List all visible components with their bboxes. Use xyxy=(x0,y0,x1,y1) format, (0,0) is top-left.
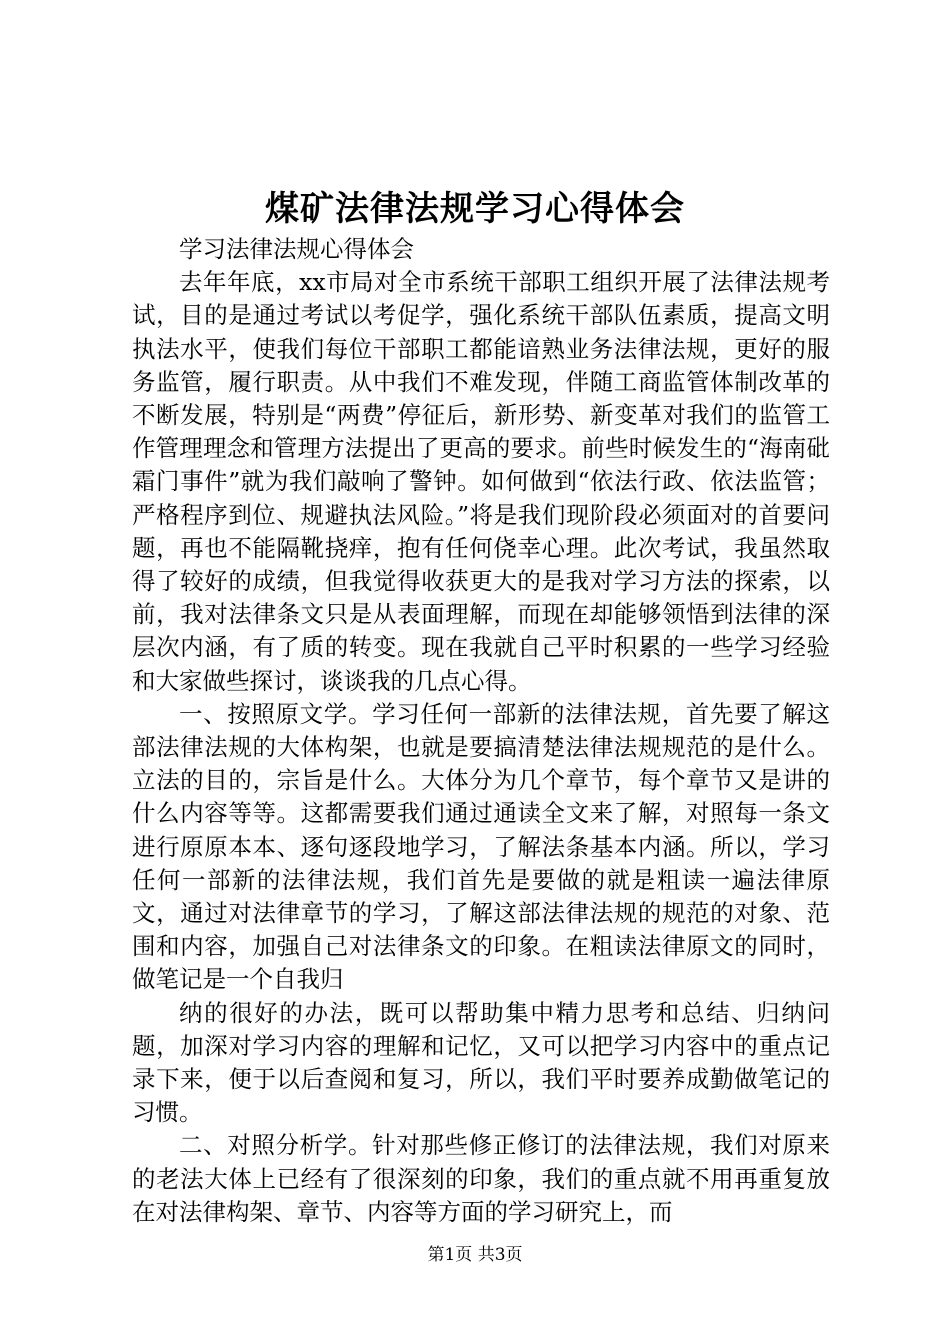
paragraph-point-one: 一、按照原文学。学习任何一部新的法律法规，首先要了解这部法律法规的大体构架，也就是要搞清楚法律法规规范的是什么。立法的目的，宗旨是什么。大体分为几个章节，每个章节又是讲的什么内容等等。这都需要我们通过通读全文来了解，对照每一条文进行原原本本、逐句逐段地学习，了解法条基本内涵。所以，学习任何一部新的法律法规，我们首先是要做的就是粗读一遍法律原文，通过对法律章节的学习，了解这部法律法规的规范的对象、范围和内容，加强自己对法律条文的印象。在粗读法律原文的同时，做笔记是一个自我归 xyxy=(132,699,830,994)
paragraph-intro: 去年年底，xx市局对全市系统干部职工组织开展了法律法规考试，目的是通过考试以考促学，强化系统干部队伍素质，提高文明执法水平，使我们每位干部职工都能谙熟业务法律法规，更好的服务监管，履行职责。从中我们不难发现，伴随工商监管体制改革的不断发展，特别是“两费”停征后，新形势、新变革对我们的监管工作管理理念和管理方法提出了更高的要求。前些时候发生的“海南砒霜门事件”就为我们敲响了警钟。如何做到“依法行政、依法监管；严格程序到位、规避执法风险。”将是我们现阶段必须面对的首要问题，再也不能隔靴挠痒，抱有任何侥幸心理。此次考试，我虽然取得了较好的成绩，但我觉得收获更大的是我对学习方法的探索，以前，我对法律条文只是从表面理解，而现在却能够领悟到法律的深层次内涵，有了质的转变。现在我就自己平时积累的一些学习经验和大家做些探讨，谈谈我的几点心得。 xyxy=(132,268,830,695)
document-body xyxy=(132,233,830,1229)
paragraph-point-two: 二、对照分析学。针对那些修正修订的法律法规，我们对原来的老法大体上已经有了很深刻的印象，我们的重点就不用再重复放在对法律构架、章节、内容等方面的学习研究上，而 xyxy=(132,1131,830,1226)
paragraph-point-one-continued: 纳的很好的办法，既可以帮助集中精力思考和总结、归纳问题，加深对学习内容的理解和记忆，又可以把学习内容中的重点记录下来，便于以后查阅和复习，所以，我们平时要养成勤做笔记的习惯。 xyxy=(132,998,830,1127)
paragraph-subtitle: 学习法律法规心得体会 xyxy=(179,235,414,263)
page-number: 第1页 共3页 xyxy=(427,1245,523,1265)
document-title: 煤矿法律法规学习心得体会 xyxy=(265,189,685,229)
